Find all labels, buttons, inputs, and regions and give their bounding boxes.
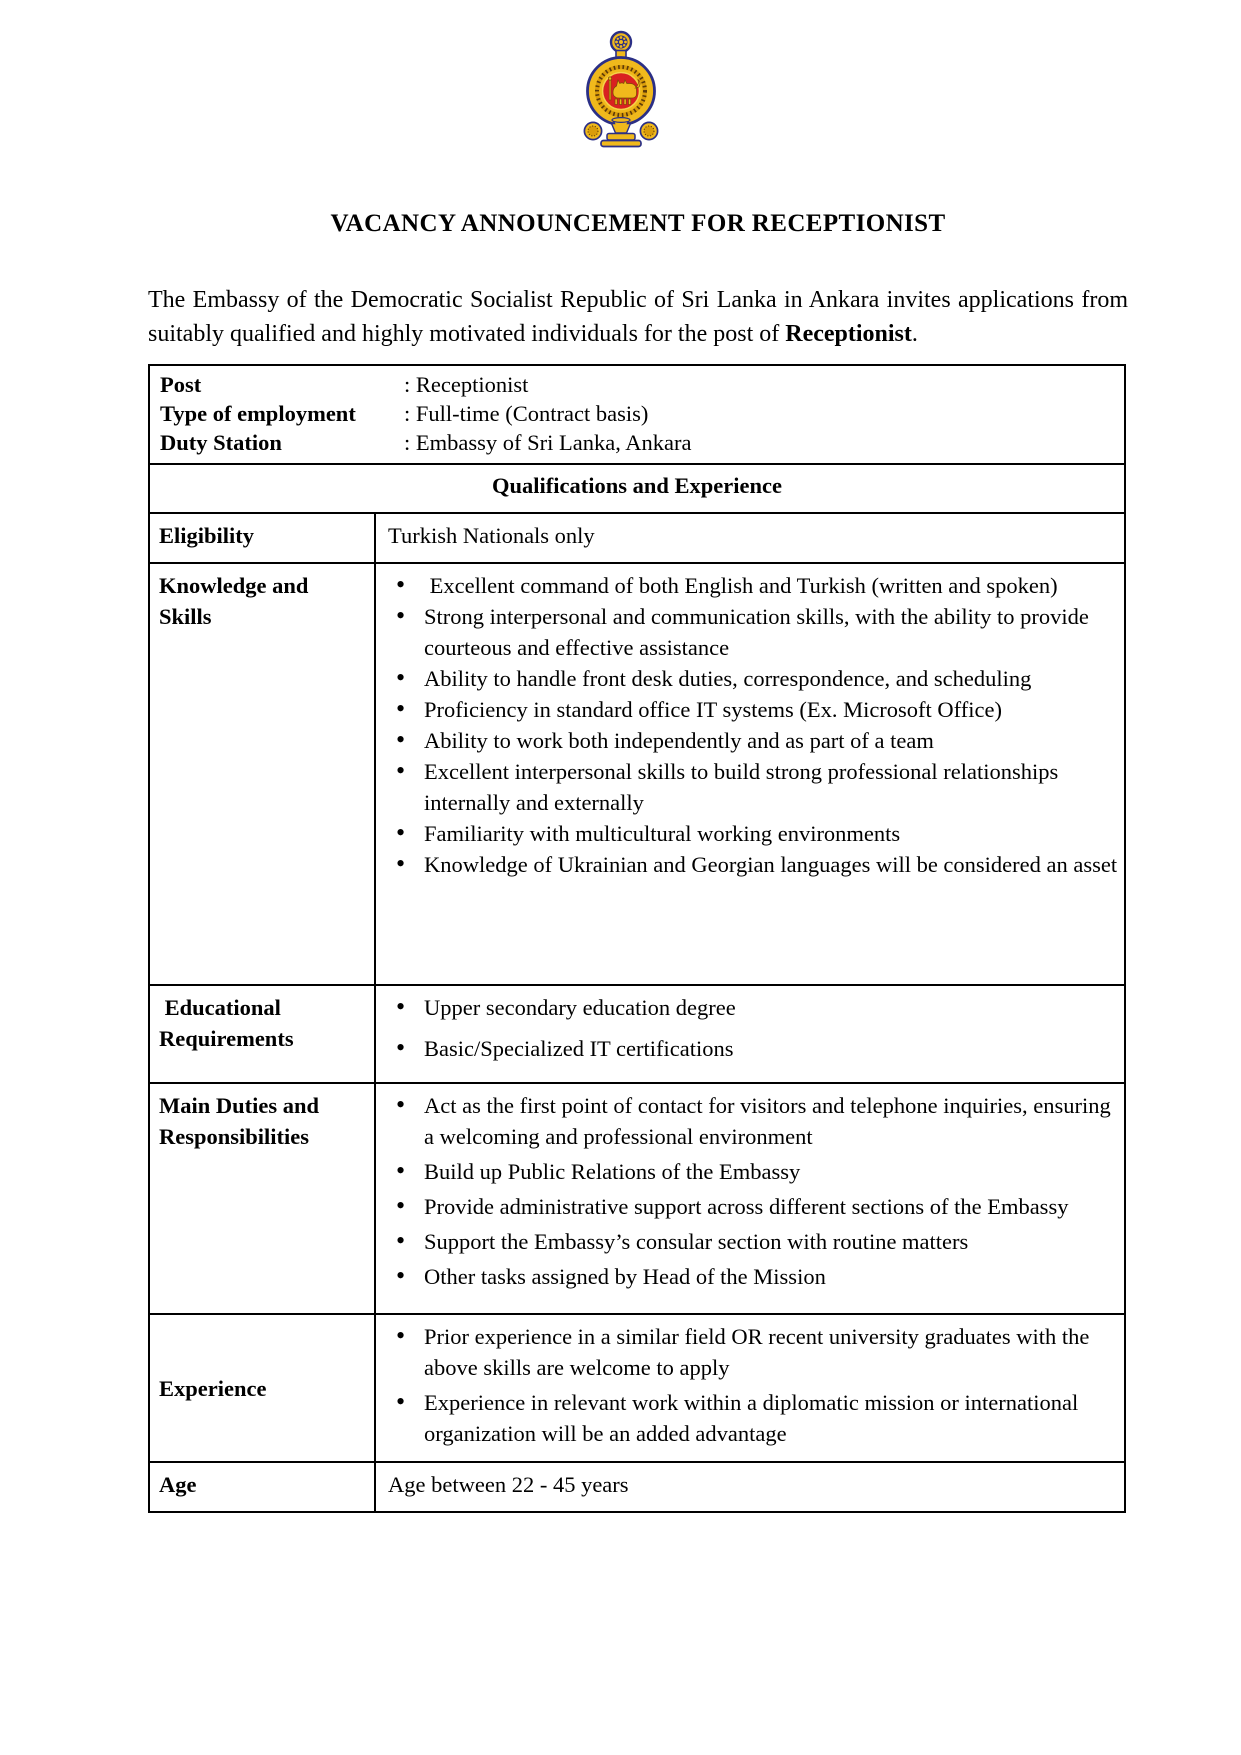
row-label: Eligibility — [150, 514, 376, 562]
row-value — [376, 1084, 1124, 1313]
intro-paragraph — [148, 283, 1128, 351]
row-label: Main Duties and Responsibilities — [150, 1084, 376, 1313]
bullet-item: • Excellent interpersonal skills to build strong professional relationships internally and externally — [388, 756, 1118, 818]
intro-bold-word: Receptionist — [785, 321, 912, 347]
bullet-item: • Provide administrative support across different sections of the Embassy — [388, 1191, 1118, 1222]
intro-text: The Embassy of the Democratic Socialist Republic of Sri Lanka in Ankara invites applications from suitably qualified and highly motivated individuals for the post of — [148, 287, 1128, 347]
bullet-item: • Act as the first point of contact for visitors and telephone inquiries, ensuring a welcoming and professional environment — [388, 1090, 1118, 1152]
emblem-container — [0, 0, 1241, 159]
bullet-item: • Prior experience in a similar field OR recent university graduates with the above skills are welcome to apply — [388, 1321, 1118, 1383]
bullet-item: • Proficiency in standard office IT systems (Ex. Microsoft Office) — [388, 694, 1118, 725]
table-row-main-duties — [150, 1082, 1124, 1313]
info-value: : Embassy of Sri Lanka, Ankara — [404, 430, 692, 455]
bullet-item: • Upper secondary education degree — [388, 992, 1118, 1023]
row-value — [376, 564, 1124, 984]
bullet-item: • Knowledge of Ukrainian and Georgian languages will be considered an asset — [388, 849, 1118, 880]
row-value — [376, 1315, 1124, 1461]
bullet-list — [388, 1321, 1118, 1449]
row-label: Educational Requirements — [150, 986, 376, 1082]
info-row-employment-type — [160, 399, 1116, 428]
info-row-post — [160, 370, 1116, 399]
table-row-age — [150, 1461, 1124, 1511]
table-row-educational-requirements — [150, 984, 1124, 1082]
bullet-item: • Familiarity with multicultural working environments — [388, 818, 1118, 849]
document-content — [148, 209, 1128, 1513]
row-value — [376, 986, 1124, 1082]
info-label: Post — [160, 372, 202, 397]
row-label: Experience — [150, 1315, 376, 1461]
bullet-list — [388, 570, 1118, 880]
bullet-item: • Strong interpersonal and communication skills, with the ability to provide courteous and effective assistance — [388, 601, 1118, 663]
row-value: Turkish Nationals only — [388, 523, 595, 548]
info-label: Type of employment — [160, 401, 356, 426]
row-label: Knowledge and Skills — [150, 564, 376, 984]
bullet-item: • Experience in relevant work within a diplomatic mission or international organization will be an added advantage — [388, 1387, 1118, 1449]
page-title: VACANCY ANNOUNCEMENT FOR RECEPTIONIST — [330, 210, 946, 237]
national-emblem-icon — [573, 30, 669, 154]
bullet-list — [388, 992, 1118, 1064]
row-label: Age — [150, 1463, 376, 1511]
info-value: : Full-time (Contract basis) — [404, 401, 649, 426]
bullet-item: • Basic/Specialized IT certifications — [388, 1033, 1118, 1064]
bullet-item: • Other tasks assigned by Head of the Mission — [388, 1261, 1118, 1292]
post-info-block — [150, 366, 1124, 463]
section-header-qualifications: Qualifications and Experience — [150, 463, 1124, 512]
row-value: Age between 22 - 45 years — [388, 1472, 629, 1497]
bullet-item: • Support the Embassy’s consular section with routine matters — [388, 1226, 1118, 1257]
bullet-item: • Excellent command of both English and Turkish (written and spoken) — [388, 570, 1118, 601]
info-label: Duty Station — [160, 430, 282, 455]
info-row-duty-station — [160, 428, 1116, 457]
table-row-knowledge-skills — [150, 562, 1124, 984]
vacancy-table — [148, 364, 1126, 1513]
table-row-eligibility — [150, 512, 1124, 562]
bullet-item: • Ability to work both independently and as part of a team — [388, 725, 1118, 756]
bullet-item: • Build up Public Relations of the Embassy — [388, 1156, 1118, 1187]
table-row-experience — [150, 1313, 1124, 1461]
info-value: : Receptionist — [404, 372, 529, 397]
bullet-item: • Ability to handle front desk duties, correspondence, and scheduling — [388, 663, 1118, 694]
intro-text-end: . — [911, 321, 918, 347]
bullet-list — [388, 1090, 1118, 1292]
